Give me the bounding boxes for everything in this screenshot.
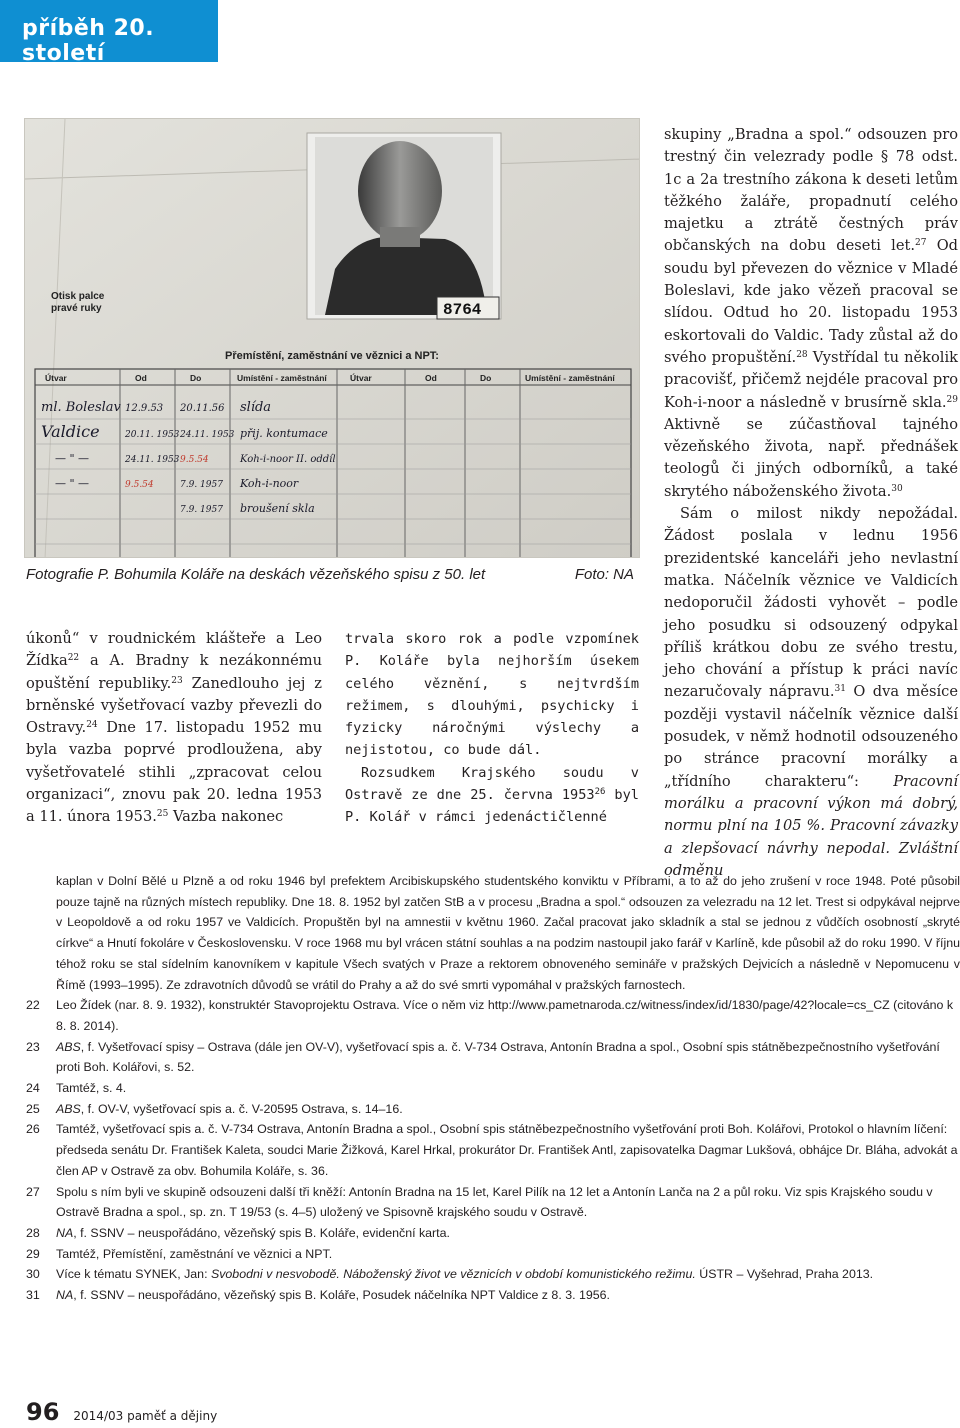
svg-text:7.9. 1957: 7.9. 1957 (180, 505, 223, 515)
footnote-text: NA, f. SSNV – neuspořádáno, vězeňský spis B. Koláře, evidenční karta. (56, 1225, 450, 1240)
svg-text:24.11. 1953: 24.11. 1953 (125, 455, 180, 465)
footnote-number: 30 (26, 1267, 40, 1282)
footnote-item (26, 995, 960, 1036)
svg-text:Do: Do (480, 373, 492, 383)
svg-text:20.11. 1953: 20.11. 1953 (125, 430, 180, 440)
footnote-item (26, 1037, 960, 1078)
prison-file-photo (24, 118, 640, 558)
footnote-number: 28 (26, 1225, 40, 1240)
footnote-text: Tamtéž, s. 4. (56, 1081, 127, 1096)
svg-text:Od: Od (425, 373, 437, 383)
text-column-2 (345, 628, 639, 829)
paragraph: skupiny „Bradna a spol.“ odsouzen pro trestný čin velezrady podle § 78 odst. 1c a 2a trestního zákona k deseti letům těžkého žaláře, propadnutí celého majetku a ztrátě čestných práv občanských na dobu deseti let.$^{27}$ Od soudu byl převezen do věznice v Mladé Boleslavi, kde jako vězeň pracoval se slídou. Odtud ho 20. listopadu 1953 eskortovali do Valdic. Tady zůstal až do svého propuštění.$^{28}$ Vystřídal tu několik pracovišť, přičemž nejdéle pracoval pro Koh-i-noor a následně v brusírně skla.$^{29}$ Aktivně se zúčastňoval tajného vězeňského života, např. přednášek teologů či jiných odborníků, a také skrytého náboženského života.$^{30}$ (664, 126, 958, 500)
footnote-text: NA, f. SSNV – neuspořádáno, vězeňský spis B. Koláře, Posudek náčelníka NPT Valdice z 8. 3. 1956. (56, 1288, 610, 1303)
svg-text:Koh-i-noor: Koh-i-noor (240, 477, 299, 490)
footnote-text: Spolu s ním byli ve skupině odsouzeni další tři kněží: Antonín Bradna na 15 let, Karel Pilík na 12 let a Antonín Lanča na 2 a půl roku. Viz spis Krajského soudu v Ostravě Bradna a spol., sp. zn. T 19/53 (s. 4–5) uložený ve Spisovně krajského soudu v Ostravě. (56, 1184, 933, 1220)
footnote-item (26, 1099, 960, 1120)
section-title: příběh 20. století (22, 16, 155, 66)
svg-text:Umístění - zaměstnání: Umístění - zaměstnání (237, 373, 327, 383)
svg-text:9.5.54: 9.5.54 (180, 455, 209, 465)
page-footer (26, 1398, 217, 1426)
svg-text:20.11.56: 20.11.56 (180, 403, 225, 414)
footnote-text: ABS, f. Vyšetřovací spisy – Ostrava (dále jen OV-V), vyšetřovací spis a. č. V-734 Ostrava, Antonín Bradna a spol., Osobní spis státněbezpečnostního vyšetřování proti Boh. Kolářovi, s. 52. (56, 1039, 940, 1075)
footnote-item (26, 1223, 960, 1244)
svg-text:Do: Do (190, 373, 202, 383)
footnote-list (26, 995, 960, 1306)
svg-text:přij. kontumace: přij. kontumace (240, 427, 328, 440)
footnote-text: Tamtéž, Přemístění, zaměstnání ve věznici a NPT. (56, 1246, 333, 1261)
footnote-text: Leo Žídek (nar. 8. 9. 1932), konstruktér Stavoprojektu Ostrava. Více o něm viz http://www.pametnaroda.cz/witness/index/id/1830/page/42?locale=cs_CZ (citováno k 8. 8. 2014). (56, 998, 954, 1033)
footnote-number: 24 (26, 1081, 40, 1096)
text-column-3 (664, 124, 958, 882)
svg-text:— " —: — " — (55, 477, 90, 490)
magazine-issue: 2014/03 paměť a dějiny (73, 1409, 218, 1423)
footnote-number: 31 (26, 1288, 40, 1303)
svg-text:Koh-i-noor II. oddíl: Koh-i-noor II. oddíl (240, 454, 336, 465)
footnote-text: Více k tématu SYNEK, Jan: Svobodni v nesvobodě. Náboženský život ve věznicích v období komunistického režimu. ÚSTR – Vyšehrad, Praha 2013. (56, 1267, 874, 1282)
svg-text:broušení skla: broušení skla (240, 502, 315, 515)
svg-text:— " —: — " — (55, 452, 90, 465)
footnote-item (26, 1264, 960, 1285)
photo-credit: Foto: NA (574, 566, 634, 583)
svg-text:12.9.53: 12.9.53 (125, 403, 164, 414)
svg-text:Od: Od (135, 373, 147, 383)
svg-text:Umístění - zaměstnání: Umístění - zaměstnání (525, 373, 615, 383)
paragraph: Rozsudkem Krajského soudu v Ostravě ze dne 25. června 1953$^{26}$ byl P. Kolář v rámci jedenáctičlenné (345, 764, 639, 826)
paragraph: Sám o milost nikdy nepožádal. Žádost poslala v lednu 1956 prezidentské kanceláři jeho nevlastní matka. Náčelník věznice ve Valdicích nedoporučil žádosti vyhovět – podle jeho posudku si odsouzený odpykal příliš krátkou dobu ze svého trestu, jeho chování a přístup k práci navíc nezaručovaly nápravu.$^{31}$ O dva měsíce později vystavil náčelník věznice další posudek, v němž hodnotil odsouzeného po stránce pracovní morálky a „třídního charakteru“: Pracovní morálku a pracovní výkon má dobrý, normu plní na 105 %. Pracovní závazky a zlepšovací návrhy nepodal. Zvláštní odměnu (664, 505, 958, 879)
footnote-number: 23 (26, 1039, 40, 1054)
footnote-item (26, 1182, 960, 1223)
svg-text:slída: slída (240, 400, 272, 415)
svg-text:Valdice: Valdice (41, 422, 100, 441)
text-column-1 (26, 628, 322, 829)
footnote-text: ABS, f. OV-V, vyšetřovací spis a. č. V-20595 Ostrava, s. 14–16. (56, 1101, 403, 1116)
footnote-item (26, 1285, 960, 1306)
footnote-number: 27 (26, 1184, 40, 1199)
card-heading: Přemístění, zaměstnání ve věznici a NPT: (225, 350, 439, 362)
file-card-image (25, 119, 640, 558)
paragraph: úkonů“ v roudnickém klášteře a Leo Žídka$^{22}$ a A. Bradny k nezákonnému opuštění republiky.$^{23}$ Zanedlouho jej z brněnské vyšetřovací vazby převezli do Ostravy.$^{24}$ Dne 17. listopadu 1952 mu byla vazba poprvé prodloužena, aby vyšetřovatelé stihli „zpracovat celou organizaci“, znovu pak 20. ledna 1953 a 11. února 1953.25 Vazba nakonec (26, 630, 322, 826)
svg-text:ml. Boleslav: ml. Boleslav (41, 400, 121, 415)
footnote-continuation: kaplan v Dolní Bělé u Plzně a od roku 1946 byl prefektem Arcibiskupského studentského konviktu v Příbrami, a to až do jeho zrušení v roce 1948. Poté působil pouze tajně na různých místech republiky. Dne 18. 8. 1952 byl zatčen StB a v procesu „Bradna a spol.“ odsouzen za velezradu na 12 let. Trest si odpykával nejprve v Leopoldově a od roku 1957 ve Valdicích. Propuštěn byl na amnestii v květnu 1960. Začal pracovat jako skladník a stal se jednou z vůdčích osobností „skryté církve“ a Hnutí fokoláre v Československu. V roce 1968 mu byl vrácen státní souhlas a na podzim nastoupil jako farář v Karlíně, kde působil až do roku 1990. V říjnu téhož roku se stal sídelním kanovníkem v kapitule Všech svatých v Praze a rektorem obnoveného semináře v pražských Dejvicích a následně v Nepomucenu v Římě (1993–1995). Ze zdravotních důvodů se vrátil do Prahy a až do své smrti vypomáhal v pražských farnostech. (56, 874, 960, 992)
footnote-item (26, 1244, 960, 1265)
svg-text:Útvar: Útvar (350, 373, 372, 383)
footnote-number: 25 (26, 1101, 40, 1116)
svg-text:7.9. 1957: 7.9. 1957 (180, 480, 223, 490)
footnote-item (26, 1119, 960, 1181)
card-number: 8764 (443, 301, 482, 319)
footnote-number: 29 (26, 1246, 40, 1261)
paragraph: trvala skoro rok a podle vzpomínek P. Koláře byla nejhorším úsekem celého věznění, s nejtvrdším režimem, s dlouhými, psychicky i fyzicky náročnými výslechy a nejistotou, co bude dál. (345, 631, 639, 759)
svg-text:9.5.54: 9.5.54 (125, 480, 154, 490)
page-number: 96 (26, 1398, 60, 1426)
footnote-text: Tamtéž, vyšetřovací spis a. č. V-734 Ostrava, Antonín Bradna a spol., Osobní spis státněbezpečnostního vyšetřování proti Boh. Kolářovi, Protokol o hlavním líčení: předseda senátu Dr. František Kaleta, soudci Marie Žižková, Karel Hrkal, prokurátor Dr. František Antl, zapisovatelka Dagmar Lukšová, obhájce Dr. Bláha, advokát a člen AP v Ostravě za obv. Bohumila Koláře, s. 36. (56, 1122, 958, 1178)
mugshot-image (307, 133, 501, 319)
svg-text:Útvar: Útvar (45, 373, 67, 383)
photo-caption: Fotografie P. Bohumila Koláře na deskách vězeňského spisu z 50. let (26, 566, 486, 583)
footnote-number: 26 (26, 1122, 40, 1137)
footnote-number: 22 (26, 998, 40, 1013)
fingerprint-label: Otisk palce (51, 291, 105, 302)
svg-text:pravé ruky: pravé ruky (51, 303, 102, 314)
section-header (0, 0, 218, 66)
footnotes (26, 871, 960, 1306)
svg-text:24.11. 1953: 24.11. 1953 (180, 430, 235, 440)
footnote-item (26, 1078, 960, 1099)
